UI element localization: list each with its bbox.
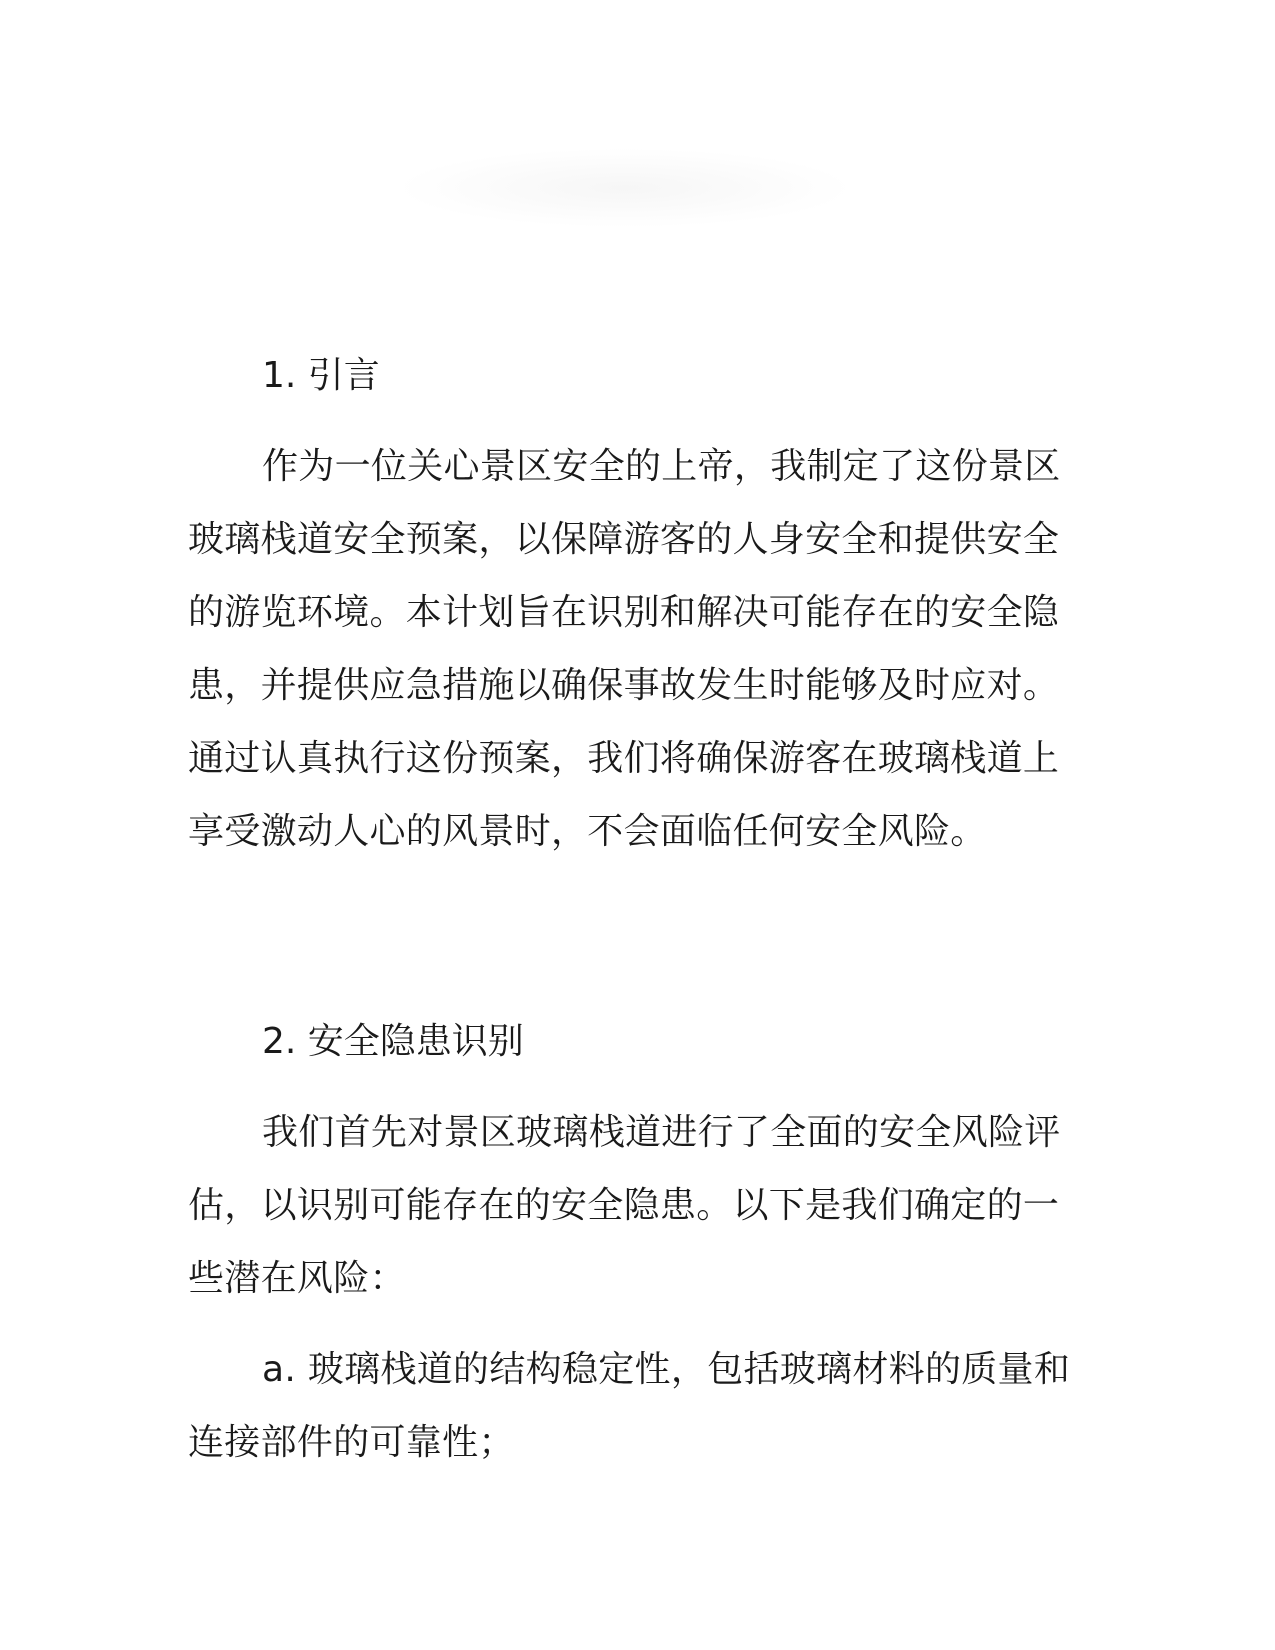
section-2-paragraph: 我们首先对景区玻璃栈道进行了全面的安全风险评估，以识别可能存在的安全隐患。以下是我们确定的一些潜在风险：: [188, 1112, 1061, 1299]
section-1-paragraph: 作为一位关心景区安全的上帝，我制定了这份景区玻璃栈道安全预案，以保障游客的人身安全和提供安全的游览环境。本计划旨在识别和解决可能存在的安全隐患，并提供应急措施以确保事故发生时能够及时应对。通过认真执行这份预案，我们将确保游客在玻璃栈道上享受激动人心的风景时，不会面临任何安全风险。: [188, 446, 1061, 852]
section-2-item-a: a. 玻璃栈道的结构稳定性，包括玻璃材料的质量和连接部件的可靠性；: [188, 1349, 1071, 1463]
section-1-heading: 1. 引言: [262, 355, 380, 396]
document-body: [188, 340, 1088, 1479]
faded-title-area: [395, 148, 855, 228]
section-2-heading: 2. 安全隐患识别: [262, 1021, 524, 1062]
